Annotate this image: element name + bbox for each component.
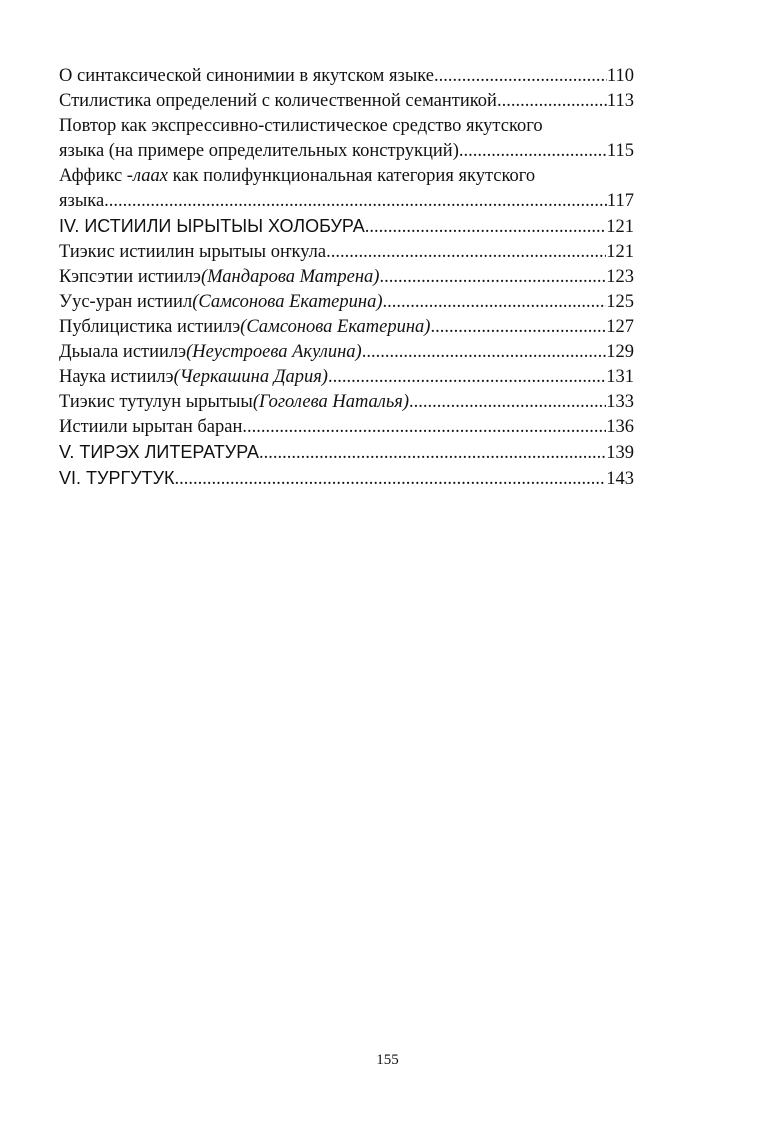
toc-page-number: 121 — [606, 217, 634, 237]
toc-entry-title: Публицистика истиилэ — [59, 317, 241, 337]
toc-entry-title-line2: языка — [59, 191, 105, 211]
toc-page-number: 129 — [606, 342, 634, 362]
toc-entry — [59, 340, 634, 365]
leader-dots — [242, 415, 606, 440]
toc-entry-author: (Черкашина Дария) — [173, 367, 328, 387]
toc-entry-title: Уус-уран истиил — [59, 292, 193, 312]
toc-entry-title-line1: Аффикс -лаах как полифункциональная категория якутского — [59, 166, 536, 186]
toc-entry-title: Наука истиилэ — [59, 367, 174, 387]
toc-entry-author: (Неустроева Акулина) — [186, 342, 362, 362]
toc-entry — [59, 64, 634, 89]
toc-page-number: 123 — [606, 267, 634, 287]
leader-dots — [175, 467, 607, 492]
toc-entry — [59, 365, 634, 390]
toc-page-number: 125 — [606, 292, 634, 312]
toc-page-number: 127 — [606, 317, 634, 337]
toc-entry-author: (Гоголева Наталья) — [252, 392, 410, 412]
toc-entry-author: (Самсонова Екатерина) — [240, 317, 431, 337]
leader-dots — [382, 290, 606, 315]
toc-entry-title: Кэпсэтии истиилэ — [59, 267, 201, 287]
suffix-italic: -лаах — [126, 166, 168, 186]
toc-page-number: 131 — [606, 367, 634, 387]
toc-entry — [59, 164, 634, 214]
toc-entry-title: Тиэкис истиилин ырытыы оҥкула — [59, 242, 327, 262]
leader-dots — [409, 390, 606, 415]
toc-page-number: 110 — [606, 66, 634, 86]
toc-page-number: 136 — [606, 417, 634, 437]
leader-dots — [326, 240, 606, 265]
toc-page-number: 115 — [606, 141, 634, 161]
toc-section-heading — [59, 440, 634, 466]
toc-entry — [59, 265, 634, 290]
section-title: V. ТИРЭХ ЛИТЕРАТУРА — [59, 442, 260, 462]
toc-entry — [59, 315, 634, 340]
toc-entry-title: Тиэкис тутулун ырытыы — [59, 392, 253, 412]
leader-dots — [328, 365, 606, 390]
toc-page-number: 143 — [606, 469, 634, 489]
leader-dots — [459, 139, 607, 164]
toc-entry-title: Стилистика определений с количественной семантикой — [59, 91, 497, 111]
leader-dots — [362, 340, 607, 365]
toc-entry — [59, 89, 634, 114]
section-title: VI. ТУРГУТУК — [59, 468, 175, 488]
leader-dots — [379, 265, 606, 290]
leader-dots — [259, 441, 606, 466]
table-of-contents — [59, 64, 634, 492]
toc-entry — [59, 415, 634, 440]
toc-entry-author: (Самсонова Екатерина) — [192, 292, 383, 312]
toc-section-heading — [59, 466, 634, 492]
leader-dots — [434, 64, 607, 89]
toc-section-heading — [59, 214, 634, 240]
leader-dots — [365, 215, 607, 240]
page-number: 155 — [376, 1052, 399, 1068]
toc-entry — [59, 240, 634, 265]
toc-page-number: 113 — [606, 91, 634, 111]
leader-dots — [430, 315, 606, 340]
toc-page-number: 121 — [606, 242, 634, 262]
toc-entry-author: (Мандарова Матрена) — [201, 267, 380, 287]
toc-entry-title-line2: языка (на примере определительных конструкций) — [59, 141, 459, 161]
toc-entry — [59, 114, 634, 164]
toc-entry-title: Истиили ырытан баран — [59, 417, 243, 437]
toc-page-number: 133 — [606, 392, 634, 412]
leader-dots — [104, 189, 607, 214]
toc-entry — [59, 390, 634, 415]
toc-page-number: 139 — [606, 443, 634, 463]
toc-entry — [59, 290, 634, 315]
toc-entry-title: Дьыала истиилэ — [59, 342, 187, 362]
section-title: IV. ИСТИИЛИ ЫРЫТЫЫ ХОЛОБУРА — [59, 216, 365, 236]
toc-entry-title-line1: Повтор как экспрессивно-стилистическое средство якутского — [59, 116, 543, 136]
leader-dots — [497, 89, 607, 114]
toc-page-number: 117 — [606, 191, 634, 211]
toc-entry-title: О синтаксической синонимии в якутском языке — [59, 66, 434, 86]
